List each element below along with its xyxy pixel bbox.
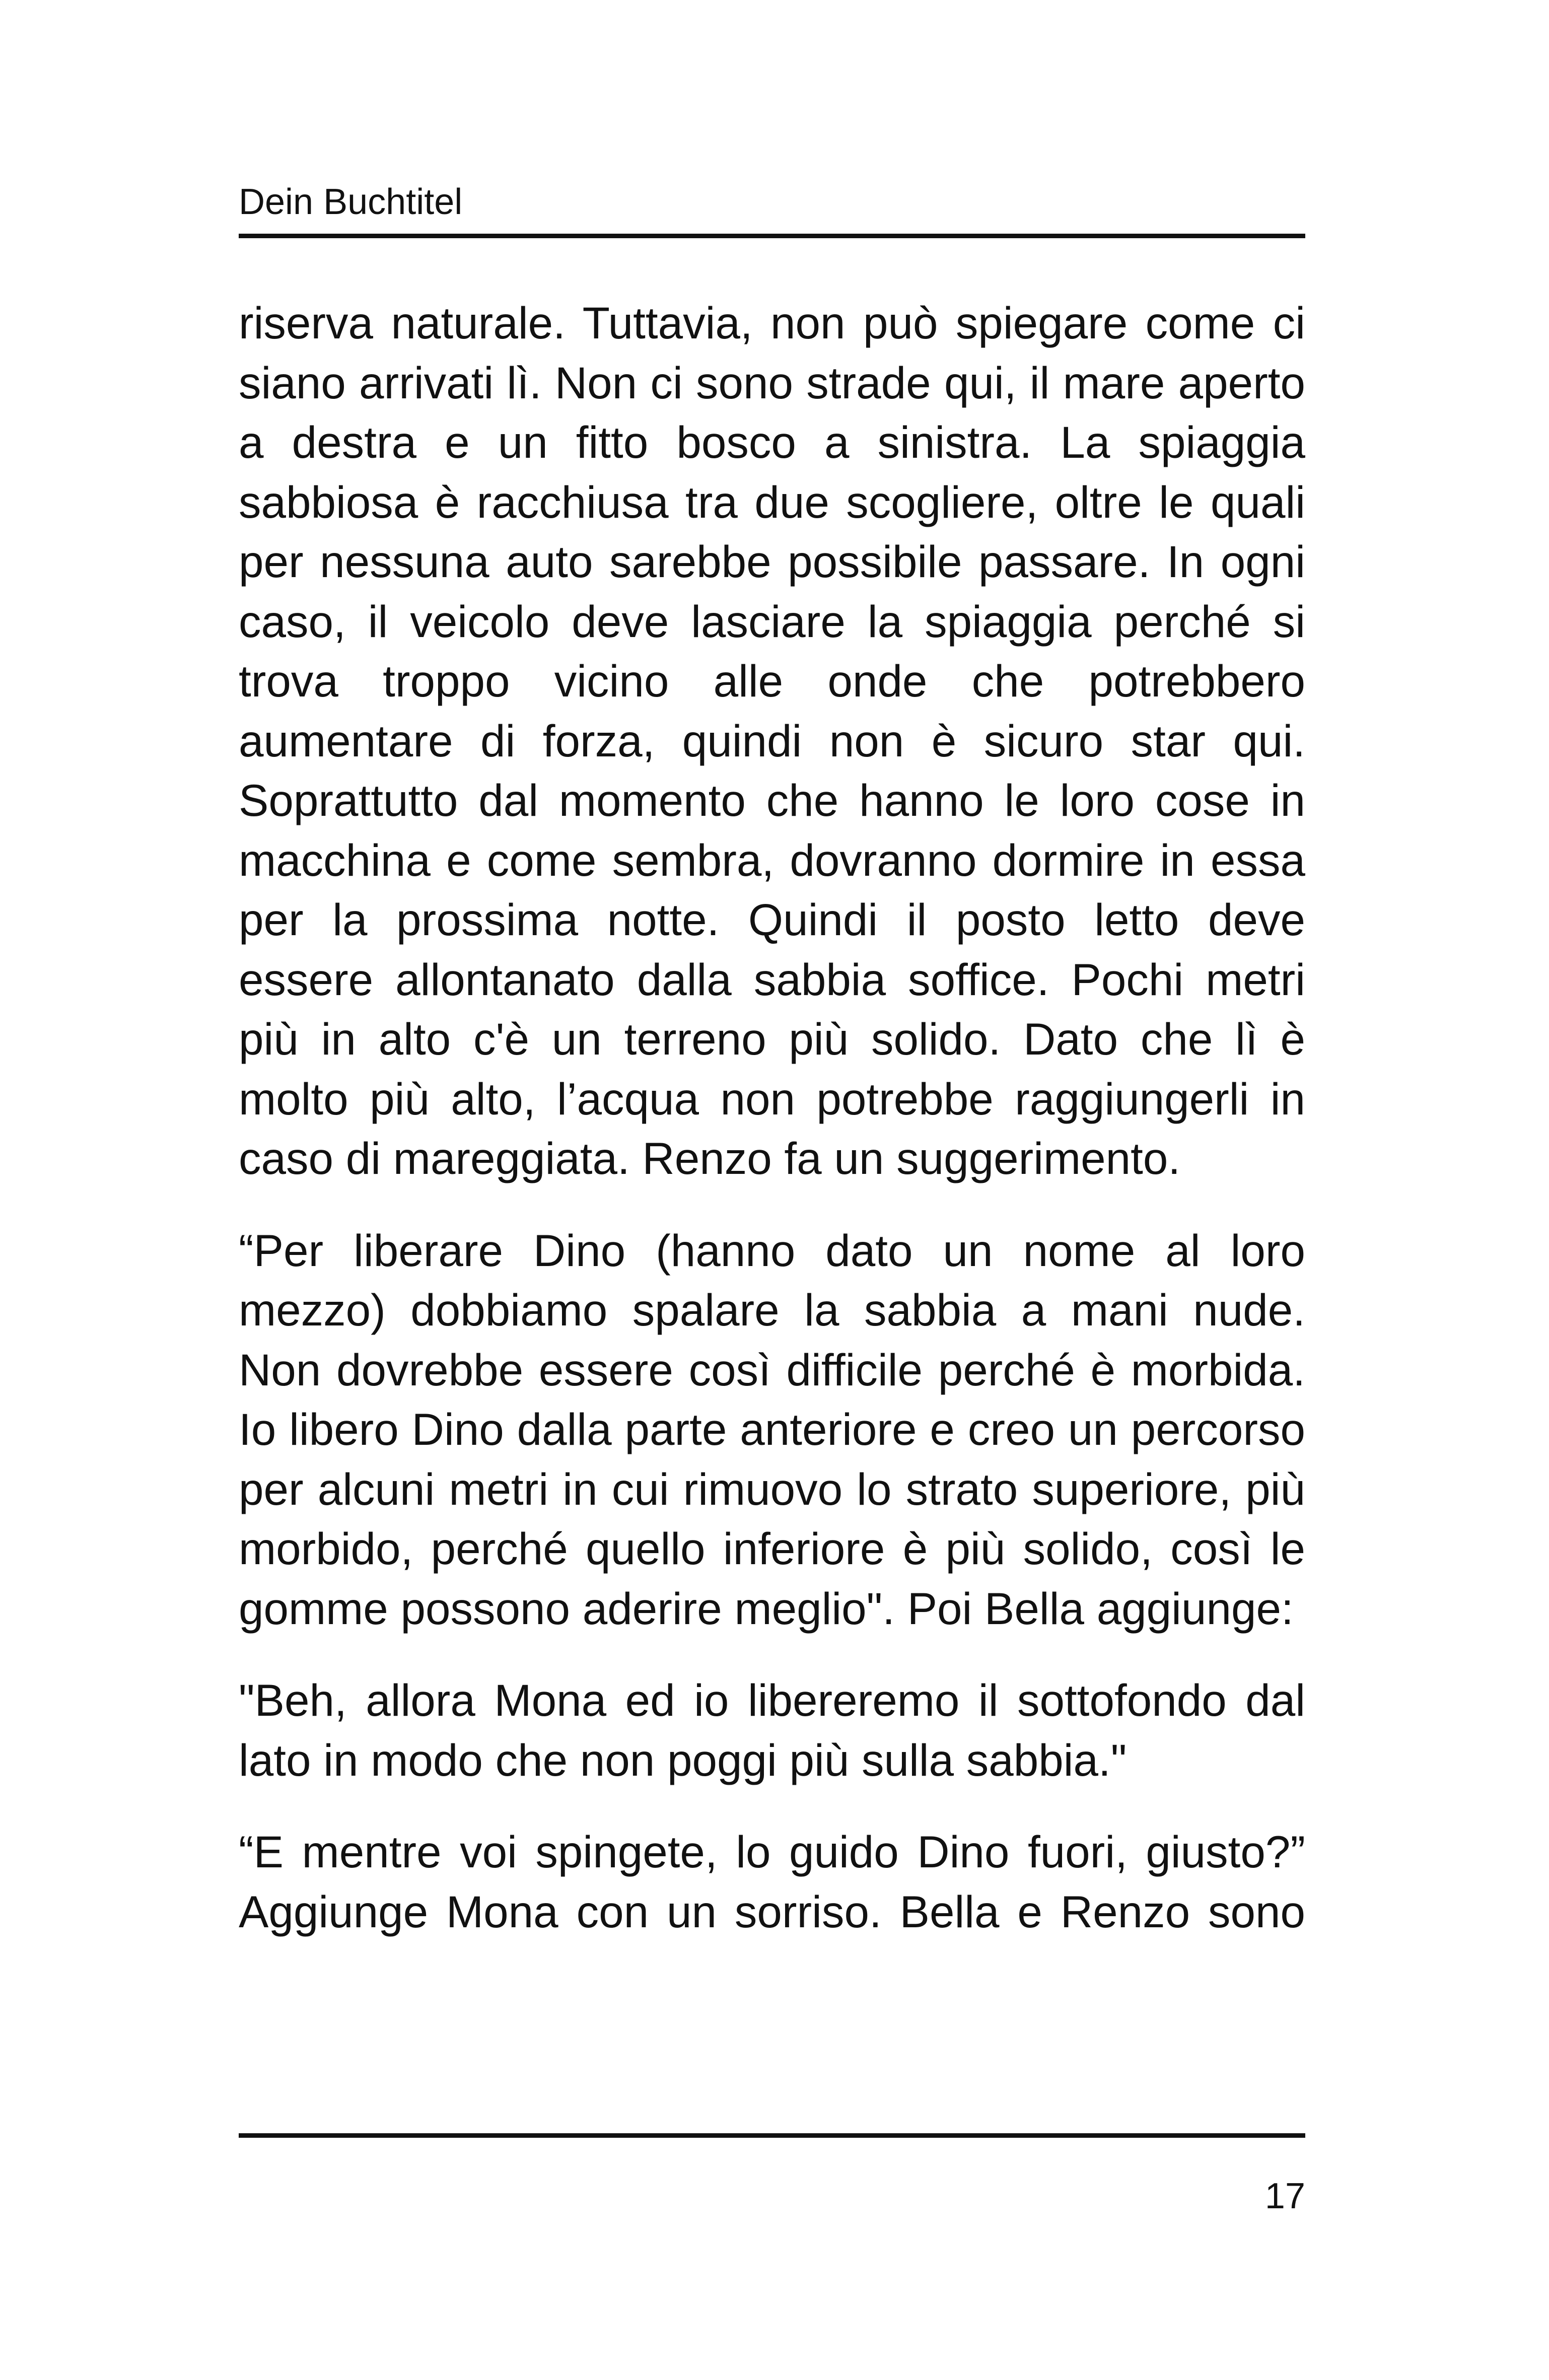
body-paragraph: “E mentre voi spingete, lo guido Dino fuori, giusto?” Aggiunge Mona con un sorriso. Bella e Renzo sono	[239, 1827, 1305, 1937]
body-paragraph: "Beh, allora Mona ed io libereremo il sottofondo dal lato in modo che non poggi più sulla sabbia."	[239, 1675, 1305, 1785]
page-body	[239, 293, 1305, 1974]
page-number: 17	[1264, 2176, 1305, 2216]
footer-divider	[239, 2133, 1305, 2138]
body-paragraph: “Per liberare Dino (hanno dato un nome al loro mezzo) dobbiamo spalare la sabbia a mani nude. Non dovrebbe essere così difficile perché è morbida. Io libero Dino dalla parte anteriore e creo un percorso per alcuni metri in cui rimuovo lo strato superiore, più morbido, perché quello inferiore è più solido, così le gomme possono aderire meglio". Poi Bella aggiunge:	[239, 1225, 1305, 1634]
running-header-title: Dein Buchtitel	[239, 182, 463, 222]
body-paragraph: riserva naturale. Tuttavia, non può spiegare come ci siano arrivati lì. Non ci sono strade qui, il mare aperto a destra e un fitto bosco a sinistra. La spiaggia sabbiosa è racchiusa tra due scogliere, oltre le quali per nessuna auto sarebbe possibile passare. In ogni caso, il veicolo deve lasciare la spiaggia perché si trova troppo vicino alle onde che potrebbero aumentare di forza, quindi non è sicuro star qui. Soprattutto dal momento che hanno le loro cose in macchina e come sembra, dovranno dormire in essa per la prossima notte. Quindi il posto letto deve essere allontanato dalla sabbia soffice. Pochi metri più in alto c'è un terreno più solido. Dato che lì è molto più alto, l’acqua non potrebbe raggiungerli in caso di mareggiata. Renzo fa un suggerimento.	[239, 298, 1305, 1183]
header-divider	[239, 234, 1305, 238]
